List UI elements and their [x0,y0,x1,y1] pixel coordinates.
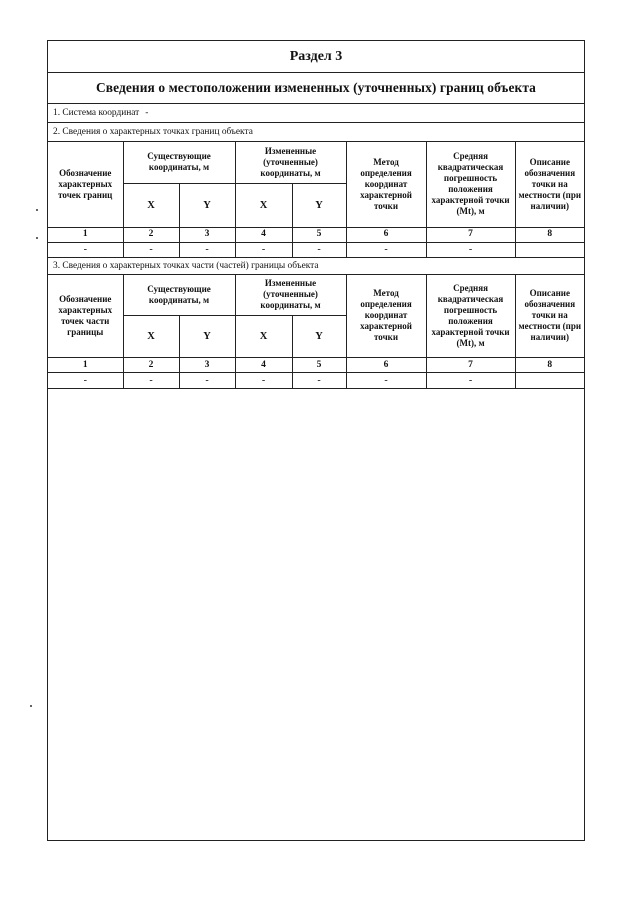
table2-col-number: 6 [346,358,426,373]
table1-col-method: Метод определения координат характерной точки [346,142,426,227]
scan-speck [36,237,38,239]
table1-col-error: Средняя квадратическая погрешность положения характерной точки (Mt), м [426,142,515,227]
table2-existing-x: X [123,316,179,358]
table2-col-existing: Существующие координаты, м [123,275,235,316]
table2-col-error: Средняя квадратическая погрешность положения характерной точки (Mt), м [426,275,515,358]
table2-heading: 3. Сведения о характерных точках части (частей) границы объекта [48,258,584,275]
table2-cell [515,373,584,389]
table1-cell: - [426,242,515,257]
table2-cell: - [123,373,179,389]
table2-data-row [48,373,584,389]
table2-col-changed: Измененные (уточненные) координаты, м [235,275,346,316]
table1-col-designation: Обозначение характерных точек границ [48,142,123,227]
table2-changed-x: X [235,316,292,358]
table1-heading: 2. Сведения о характерных точках границ объекта [48,123,584,142]
table1-existing-y: Y [179,183,235,227]
table2-points [48,275,584,390]
table2-col-method: Метод определения координат характерной точки [346,275,426,358]
table2-cell: - [179,373,235,389]
table1-cell: - [48,242,123,257]
table1-data-row [48,242,584,257]
table1-col-number: 8 [515,227,584,242]
document-frame [47,40,585,841]
table1-changed-y: Y [292,183,346,227]
table1-col-number: 5 [292,227,346,242]
table2-cell: - [235,373,292,389]
table2-col-number: 2 [123,358,179,373]
table1-changed-x: X [235,183,292,227]
table1-col-number: 7 [426,227,515,242]
table1-col-number: 3 [179,227,235,242]
table2-cell: - [292,373,346,389]
coord-system-label: 1. Система координат [53,108,140,118]
table2-col-number: 7 [426,358,515,373]
table1-cell: - [346,242,426,257]
table2-col-description: Описание обозначения точки на местности (при наличии) [515,275,584,358]
table2-cell: - [346,373,426,389]
table2-col-number: 5 [292,358,346,373]
scan-speck [30,705,32,707]
table1-cell: - [123,242,179,257]
table2-col-number: 8 [515,358,584,373]
scan-speck [36,209,38,211]
table2-col-designation: Обозначение характерных точек части границы [48,275,123,358]
coord-system-line [48,104,584,123]
table2-existing-y: Y [179,316,235,358]
table1-cell: - [292,242,346,257]
table1-col-number: 1 [48,227,123,242]
table1-cell [515,242,584,257]
section-title: Раздел 3 [48,41,584,73]
table1-cell: - [235,242,292,257]
table2-number-row [48,358,584,373]
table2-cell: - [48,373,123,389]
table1-col-changed: Измененные (уточненные) координаты, м [235,142,346,183]
table2-cell: - [426,373,515,389]
object-title: Сведения о местоположении измененных (уточненных) границ объекта [48,73,584,104]
table1-col-number: 2 [123,227,179,242]
table1-col-description: Описание обозначения точки на местности (при наличии) [515,142,584,227]
table2-col-number: 3 [179,358,235,373]
table2-col-number: 1 [48,358,123,373]
table1-col-number: 4 [235,227,292,242]
table1-col-number: 6 [346,227,426,242]
table1-existing-x: X [123,183,179,227]
table1-col-existing: Существующие координаты, м [123,142,235,183]
table1-points [48,142,584,258]
coord-system-value: - [145,108,149,118]
table2-col-number: 4 [235,358,292,373]
table2-changed-y: Y [292,316,346,358]
table1-number-row [48,227,584,242]
table1-cell: - [179,242,235,257]
